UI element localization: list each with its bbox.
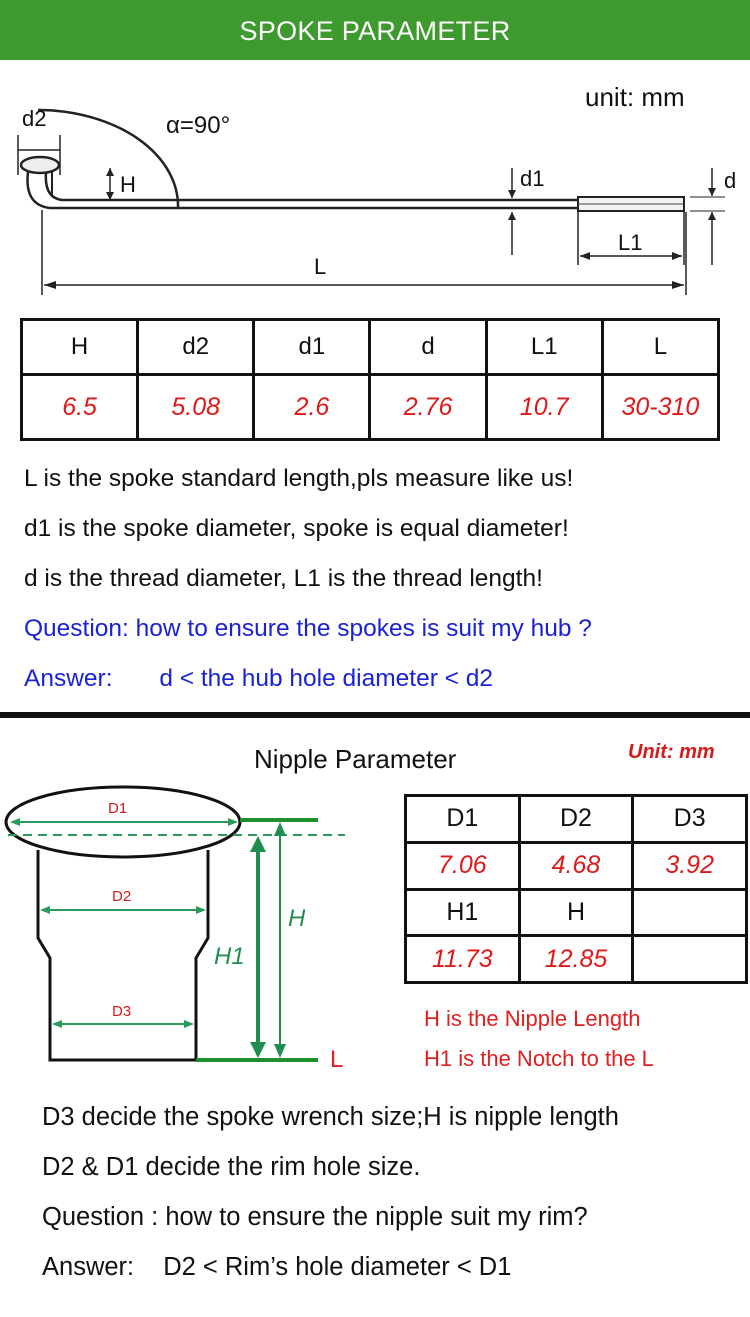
spoke-question: Question: how to ensure the spokes is suit my hub ? (24, 615, 592, 642)
nipple-question: Question : how to ensure the nipple suit my rim? (42, 1203, 588, 1231)
nipple-answer-prefix: Answer: (42, 1253, 135, 1281)
nipple-line-rim-hole: D2 & D1 decide the rim hole size. (42, 1153, 421, 1181)
header-D2: D2 (519, 796, 633, 843)
header-D3: D3 (633, 796, 747, 843)
label-nipple-H1: H1 (214, 943, 245, 970)
label-H: H (120, 172, 136, 197)
header-H: H (22, 320, 138, 375)
label-d: d (724, 168, 737, 193)
header-d: d (370, 320, 486, 375)
label-D3: D3 (112, 1003, 132, 1020)
spoke-unit: unit: mm (585, 82, 685, 112)
spoke-answer-text: d < the hub hole diameter < d2 (159, 665, 494, 692)
label-L: L (314, 254, 327, 279)
header-nipple-H: H (519, 889, 633, 936)
empty-header-cell (633, 889, 747, 936)
header-d2: d2 (138, 320, 254, 375)
label-d2: d2 (22, 106, 47, 131)
label-nipple-L: L (330, 1046, 344, 1073)
header-L: L (602, 320, 718, 375)
value-H1: 11.73 (406, 936, 520, 983)
value-L: 30-310 (602, 375, 718, 440)
value-H: 6.5 (22, 375, 138, 440)
label-D1: D1 (108, 800, 128, 817)
empty-value-cell (633, 936, 747, 983)
nipple-parameter-table (404, 794, 748, 984)
label-D2: D2 (112, 888, 132, 905)
label-angle: α=90° (166, 112, 231, 139)
header-d1: d1 (254, 320, 370, 375)
nipple-answer-text: D2 < Rim’s hole diameter < D1 (163, 1253, 512, 1281)
spoke-note-length: L is the spoke standard length,pls measure like us! (24, 465, 574, 492)
header-L1: L1 (486, 320, 602, 375)
page-banner: SPOKE PARAMETER (0, 0, 750, 60)
nipple-unit: Unit: mm (628, 741, 715, 763)
spoke-answer-prefix: Answer: (24, 665, 113, 692)
spoke-note-diameter: d1 is the spoke diameter, spoke is equal diameter! (24, 515, 569, 542)
nipple-note-length: H is the Nipple Length (424, 1006, 641, 1031)
value-d: 2.76 (370, 375, 486, 440)
label-L1: L1 (618, 230, 643, 255)
label-nipple-H: H (288, 905, 306, 932)
value-d2: 5.08 (138, 375, 254, 440)
value-D3: 3.92 (633, 842, 747, 889)
value-L1: 10.7 (486, 375, 602, 440)
header-H1: H1 (406, 889, 520, 936)
nipple-note-notch: H1 is the Notch to the L (424, 1046, 654, 1071)
value-D1: 7.06 (406, 842, 520, 889)
header-D1: D1 (406, 796, 520, 843)
label-d1: d1 (520, 166, 545, 191)
spoke-note-thread: d is the thread diameter, L1 is the thread length! (24, 565, 543, 592)
value-D2: 4.68 (519, 842, 633, 889)
value-d1: 2.6 (254, 375, 370, 440)
nipple-answer (42, 1253, 511, 1282)
nipple-title: Nipple Parameter (254, 744, 457, 774)
value-nipple-H: 12.85 (519, 936, 633, 983)
nipple-line-wrench: D3 decide the spoke wrench size;H is nipple length (42, 1103, 619, 1131)
